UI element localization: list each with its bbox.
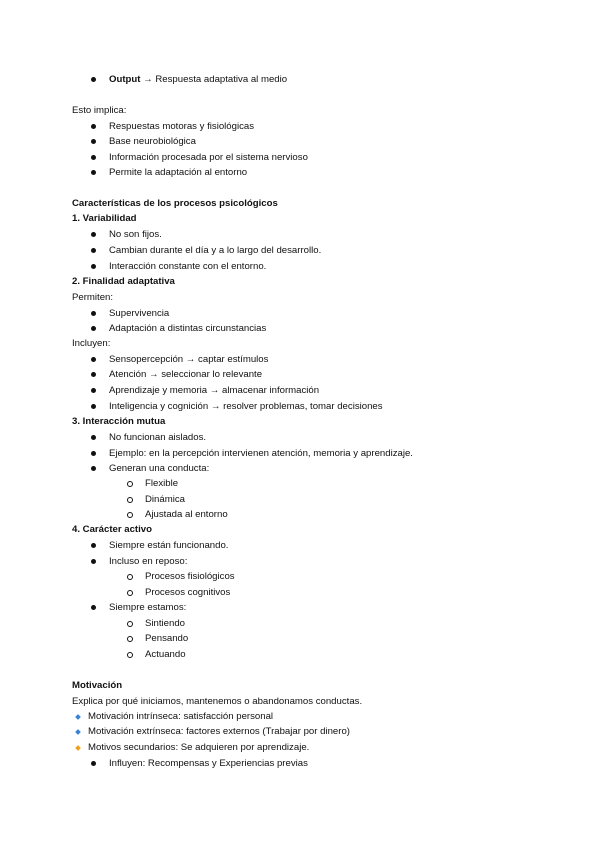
permiten-label: Permiten:: [72, 292, 114, 303]
output-line: [109, 74, 287, 86]
bullet-icon: [91, 543, 96, 548]
sub-list-item: Ajustada al entorno: [145, 509, 228, 520]
list-item: Interacción constante con el entorno.: [109, 261, 267, 272]
bullet-icon: [91, 77, 96, 82]
hollow-bullet-icon: [127, 621, 133, 627]
list-item: Adaptación a distintas circunstancias: [109, 323, 267, 334]
bullet-icon: [91, 435, 96, 440]
list-item: Incluso en reposo:: [109, 556, 188, 567]
output-label: Output: [109, 74, 141, 85]
hollow-bullet-icon: [127, 652, 133, 658]
sub-list-item: Flexible: [145, 478, 179, 489]
list-item: Cambian durante el día y a lo largo del desarrollo.: [109, 245, 322, 256]
motivacion-definition: Explica por qué iniciamos, mantenemos o abandonamos conductas.: [72, 696, 363, 707]
hollow-bullet-icon: [127, 590, 133, 596]
list-item: Ejemplo: en la percepción intervienen atención, memoria y aprendizaje.: [109, 448, 413, 459]
list-item: Motivación intrínseca: satisfacción personal: [88, 711, 274, 722]
bullet-icon: [91, 264, 96, 269]
bullet-icon: [91, 124, 96, 129]
sub-list-item: Procesos fisiológicos: [145, 571, 235, 582]
bullet-icon: [91, 139, 96, 144]
section-title-caracteristicas: Características de los procesos psicológicos: [72, 198, 278, 209]
list-item: Supervivencia: [109, 308, 170, 319]
implica-heading: Esto implica:: [72, 105, 127, 116]
bullet-icon: [91, 451, 96, 456]
sub-list-item: Influyen: Recompensas y Experiencias previas: [109, 758, 308, 769]
sub-list-item: Procesos cognitivos: [145, 587, 231, 598]
incluyen-label: Incluyen:: [72, 338, 111, 349]
sub-list-item: Pensando: [145, 633, 189, 644]
list-item: Información procesada por el sistema nervioso: [109, 152, 308, 163]
section-title-motivacion: Motivación: [72, 680, 123, 691]
bullet-icon: [91, 404, 96, 409]
list-item: Sensopercepción → captar estímulos: [109, 354, 269, 365]
hollow-bullet-icon: [127, 512, 133, 518]
list-item: Respuestas motoras y fisiológicas: [109, 121, 255, 132]
sub-list-item: Dinámica: [145, 494, 185, 505]
bullet-icon: [91, 357, 96, 362]
subsection-title-finalidad: 2. Finalidad adaptativa: [72, 276, 175, 287]
list-item: Siempre están funcionando.: [109, 540, 229, 551]
list-item: Generan una conducta:: [109, 463, 210, 474]
hollow-bullet-icon: [127, 481, 133, 487]
list-item: Permite la adaptación al entorno: [109, 167, 248, 178]
blue-diamond-icon: [75, 714, 81, 720]
hollow-bullet-icon: [127, 636, 133, 642]
list-item: Base neurobiológica: [109, 136, 196, 147]
sub-list-item: Actuando: [145, 649, 186, 660]
list-item: No funcionan aislados.: [109, 432, 207, 443]
output-text: → Respuesta adaptativa al medio: [140, 74, 288, 85]
bullet-icon: [91, 559, 96, 564]
list-item: Atención → seleccionar lo relevante: [109, 369, 263, 380]
bullet-icon: [91, 155, 96, 160]
list-item: Siempre estamos:: [109, 602, 187, 613]
list-item: No son fijos.: [109, 229, 162, 240]
bullet-icon: [91, 372, 96, 377]
sub-list-item: Sintiendo: [145, 618, 186, 629]
hollow-bullet-icon: [127, 497, 133, 503]
blue-diamond-icon: [75, 729, 81, 735]
subsection-title-activo: 4. Carácter activo: [72, 524, 152, 535]
list-item: Motivos secundarios: Se adquieren por aprendizaje.: [88, 742, 310, 753]
bullet-icon: [91, 232, 96, 237]
bullet-icon: [91, 311, 96, 316]
subsection-title-interaccion: 3. Interacción mutua: [72, 416, 166, 427]
list-item: Motivación extrínseca: factores externos (Trabajar por dinero): [88, 726, 350, 737]
bullet-icon: [91, 466, 96, 471]
list-item: Inteligencia y cognición → resolver problemas, tomar decisiones: [109, 401, 383, 412]
bullet-icon: [91, 605, 96, 610]
bullet-icon: [91, 326, 96, 331]
bullet-icon: [91, 248, 96, 253]
hollow-bullet-icon: [127, 574, 133, 580]
bullet-icon: [91, 388, 96, 393]
orange-diamond-icon: [75, 745, 81, 751]
subsection-title-variabilidad: 1. Variabilidad: [72, 213, 137, 224]
bullet-icon: [91, 761, 96, 766]
bullet-icon: [91, 170, 96, 175]
list-item: Aprendizaje y memoria → almacenar información: [109, 385, 320, 396]
